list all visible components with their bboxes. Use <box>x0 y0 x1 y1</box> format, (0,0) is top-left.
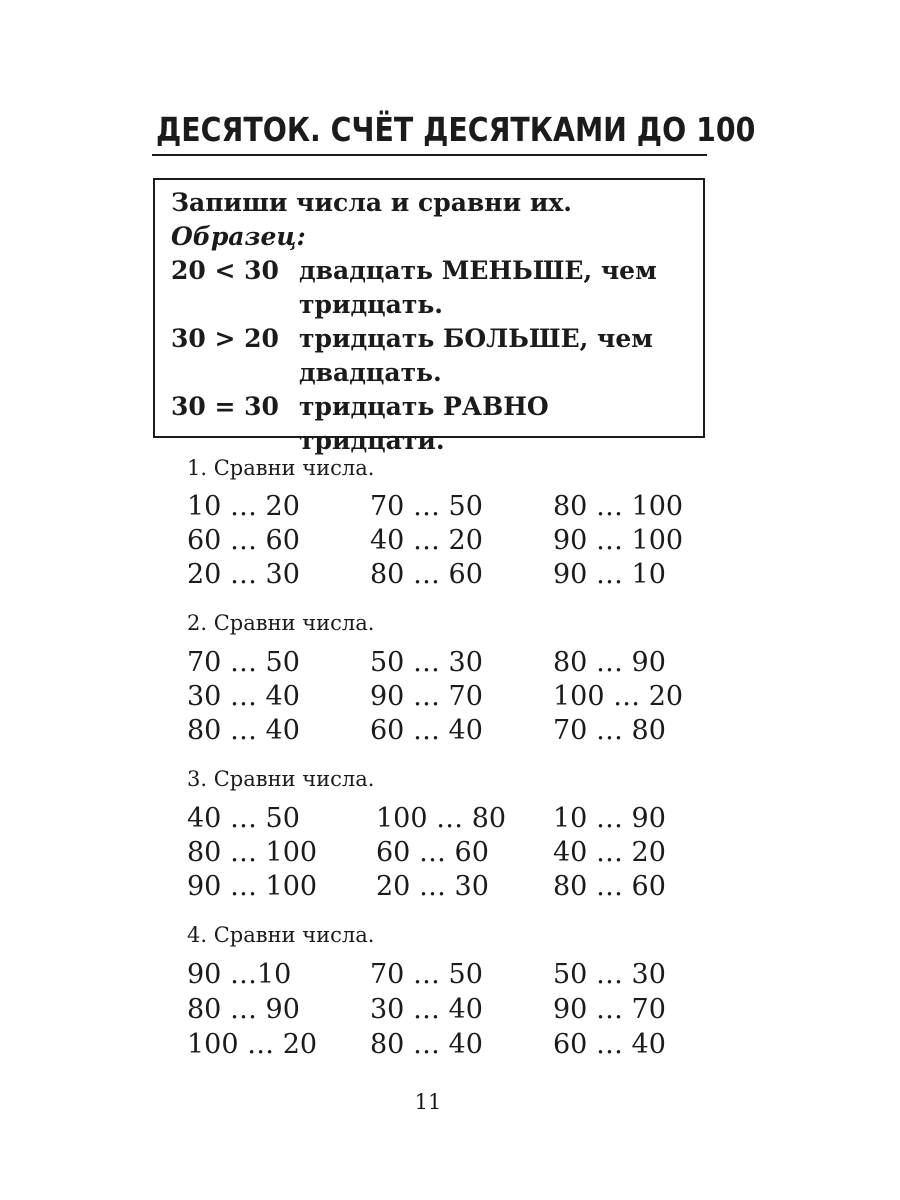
exercise-heading: 3. Сравни числа. <box>187 767 375 791</box>
comparison-item: 40 … 20 <box>553 837 666 868</box>
sample-words: двадцать МЕНЬШЕ, чем тридцать. <box>299 256 657 319</box>
exercise-heading: 4. Сравни числа. <box>187 923 375 947</box>
comparison-item: 60 … 40 <box>553 1029 666 1060</box>
comparison-item: 100 … 20 <box>553 681 684 712</box>
comparison-item: 90 … 70 <box>370 681 483 712</box>
comparison-item: 60 … 60 <box>376 837 489 868</box>
comparison-item: 10 … 90 <box>553 803 666 834</box>
comparison-item: 70 … 50 <box>370 491 483 522</box>
comparison-item: 90 … 10 <box>553 559 666 590</box>
comparison-item: 90 … 100 <box>553 525 684 556</box>
rule-instruction: Запиши числа и сравни их. <box>171 188 572 217</box>
comparison-item: 80 … 90 <box>187 994 300 1025</box>
comparison-item: 40 … 50 <box>187 803 300 834</box>
sample-words: тридцать БОЛЬШЕ, чем двадцать. <box>299 324 653 387</box>
comparison-item: 50 … 30 <box>553 959 666 990</box>
exercise-heading: 2. Сравни числа. <box>187 611 375 635</box>
comparison-item: 70 … 50 <box>187 647 300 678</box>
sample-expression: 30 = 30 <box>171 392 279 421</box>
comparison-item: 30 … 40 <box>187 681 300 712</box>
comparison-item: 90 … 70 <box>553 994 666 1025</box>
comparison-item: 70 … 80 <box>553 715 666 746</box>
comparison-item: 10 … 20 <box>187 491 300 522</box>
comparison-item: 70 … 50 <box>370 959 483 990</box>
page-title: ДЕСЯТОК. СЧЁТ ДЕСЯТКАМИ ДО 100 <box>156 110 756 149</box>
sample-expression: 20 < 30 <box>171 256 279 285</box>
comparison-item: 60 … 40 <box>370 715 483 746</box>
sample-label: Образец: <box>171 222 306 251</box>
comparison-item: 100 … 80 <box>376 803 507 834</box>
exercise-heading: 1. Сравни числа. <box>187 456 375 480</box>
comparison-item: 80 … 40 <box>370 1029 483 1060</box>
comparison-item: 80 … 40 <box>187 715 300 746</box>
comparison-item: 60 … 60 <box>187 525 300 556</box>
comparison-item: 80 … 100 <box>187 837 318 868</box>
page-number: 11 <box>414 1090 442 1114</box>
comparison-item: 80 … 100 <box>553 491 684 522</box>
comparison-item: 80 … 60 <box>553 871 666 902</box>
comparison-item: 30 … 40 <box>370 994 483 1025</box>
comparison-item: 40 … 20 <box>370 525 483 556</box>
comparison-item: 20 … 30 <box>187 559 300 590</box>
comparison-item: 50 … 30 <box>370 647 483 678</box>
comparison-item: 80 … 60 <box>370 559 483 590</box>
comparison-item: 80 … 90 <box>553 647 666 678</box>
sample-words: тридцать РАВНО тридцати. <box>299 392 549 455</box>
title-underline <box>152 154 707 156</box>
sample-expression: 30 > 20 <box>171 324 279 353</box>
comparison-item: 90 …10 <box>187 959 292 990</box>
rule-box <box>153 178 705 455</box>
comparison-item: 100 … 20 <box>187 1029 318 1060</box>
comparison-item: 20 … 30 <box>376 871 489 902</box>
comparison-item: 90 … 100 <box>187 871 318 902</box>
